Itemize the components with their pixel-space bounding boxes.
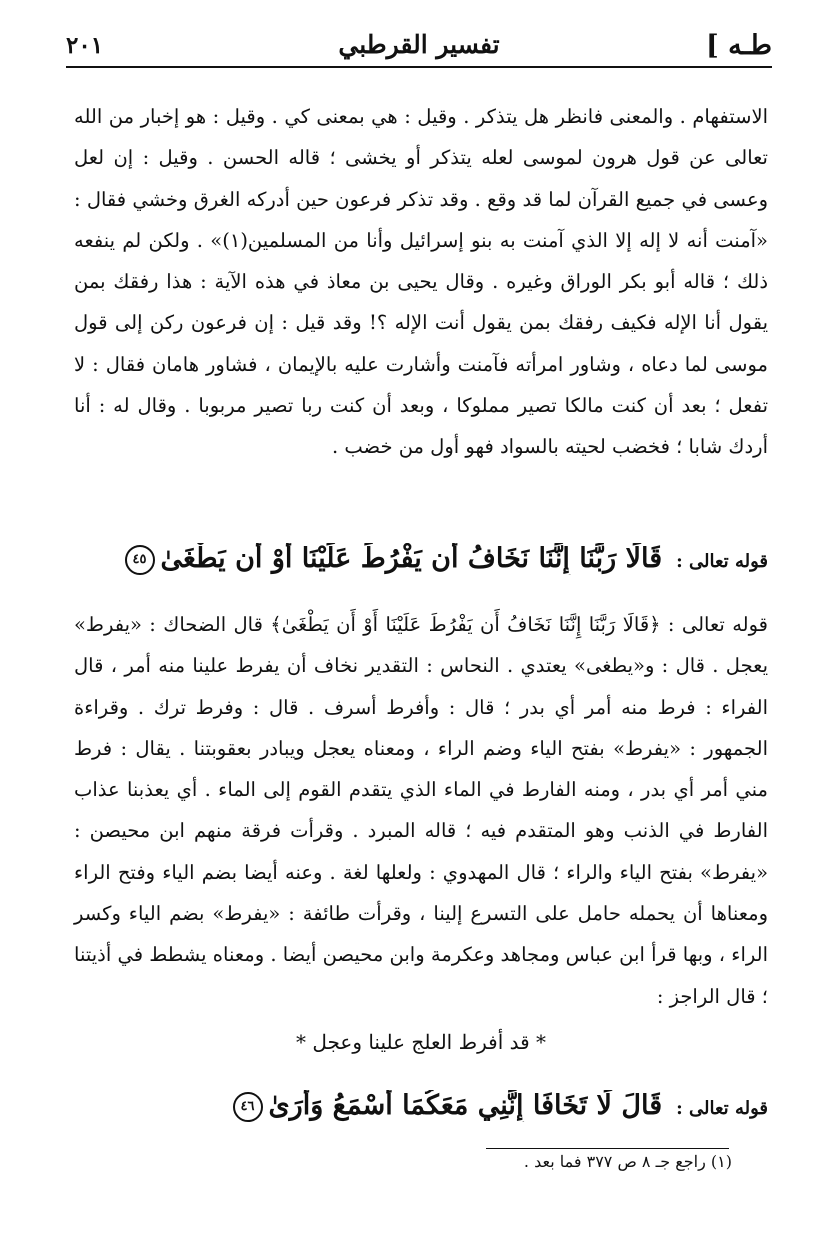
page-number: ٢٠١ [66, 32, 104, 59]
book-title: تفسير القرطبي [338, 30, 500, 59]
surah-name: طـه ] [705, 30, 772, 61]
footnote: (١) راجع جـ ٨ ص ٣٧٧ فما بعد . [523, 1152, 732, 1171]
commentary-block-2 [74, 604, 768, 1017]
verse-46-line [74, 1090, 768, 1122]
ayah-number-marker: ٤٥ [125, 545, 155, 575]
page-header [66, 26, 772, 66]
commentary-paragraph: الاستفهام . والمعنى فانظر هل يتذكر . وقيل : هي بمعنى كي . وقيل : هو إخبار من الله تعالى عن قول هرون لموسى لعله يتذكر أو يخشى ؛ قاله الحسن . وقيل : إن لعل وعسى في جميع القرآن لما قد وقع . وقد تذكر فرعون حين أدركه الغرق وخشي فقال : «آمنت أنه لا إله إلا الذي آمنت به بنو إسرائيل وأنا من المسلمين(١)» . ولكن لم ينفعه ذلك ؛ قاله أبو بكر الوراق وغيره . وقال يحيى بن معاذ في هذه الآية : هذا رفقك بمن يقول أنا الإله فكيف رفقك بمن يقول أنت الإله ؟! وقد قيل : إن فرعون ركن إلى قول موسى لما دعاه ، وشاور امرأته فآمنت وأشارت عليه بالإيمان ، فشاور هامان فقال : لا تفعل ؛ بعد أن كنت مالكا تصير مملوكا ، وبعد أن كنت ربا تصير مربوبا . وقال له : أنا أردك شابا ؛ فخضب لحيته بالسواد فهو أول من خضب . [74, 105, 768, 459]
verse-45-line [74, 543, 768, 575]
verse-text: قَالَ لَا تَخَافَا إِنَّنِي مَعَكُمَا أَسْمَعُ وَأَرَىٰ [268, 1090, 663, 1121]
header-rule [66, 66, 772, 68]
verse-label: قوله تعالى : [676, 1098, 768, 1119]
poem-verse: * قد أفرط العلج علينا وعجل * [295, 1030, 547, 1054]
commentary-block-1 [74, 96, 768, 468]
verse-label: قوله تعالى : [676, 551, 768, 572]
ayah-number-marker: ٤٦ [233, 1092, 263, 1122]
footnote-rule [486, 1148, 729, 1149]
commentary-paragraph: قوله تعالى : ﴿قَالَا رَبَّنَا إِنَّنَا نَخَافُ أَن يَفْرُطَ عَلَيْنَا أَوْ أَن يَطْغَىٰ﴾ قال الضحاك : «يفرط» يعجل . قال : و«يطغى» يعتدي . النحاس : التقدير نخاف أن يفرط علينا منه أمر ، قال الفراء : فرط منه أمر أي بدر ؛ قال : وأفرط أسرف . قال : وفرط ترك . وقراءة الجمهور : «يفرط» بفتح الياء وضم الراء ، ومعناه يعجل ويبادر بعقوبتنا . يقال : فرط مني أمر أي بدر ، ومنه الفارط في الماء الذي يتقدم القوم إلى الماء . أي يعذبنا عذاب الفارط في الذنب وهو المتقدم فيه ؛ قاله المبرد . وقرأت فرقة منهم ابن محيصن : «يفرط» بفتح الياء والراء ؛ قال المهدوي : ولعلها لغة . وعنه أيضا بضم الياء وفتح الراء ومعناها أن يحمله حامل على التسرع إلينا ، وقرأت طائفة : «يفرط» بضم الياء وكسر الراء ، وبها قرأ ابن عباس ومجاهد وعكرمة وابن محيصن أيضا . ومعناه يشطط في أذيتنا ؛ قال الراجز : [74, 613, 768, 1008]
verse-text: قَالَا رَبَّنَا إِنَّنَا نَخَافُ أَن يَفْرُطَ عَلَيْنَا أَوْ أَن يَطْغَىٰ [160, 543, 663, 574]
